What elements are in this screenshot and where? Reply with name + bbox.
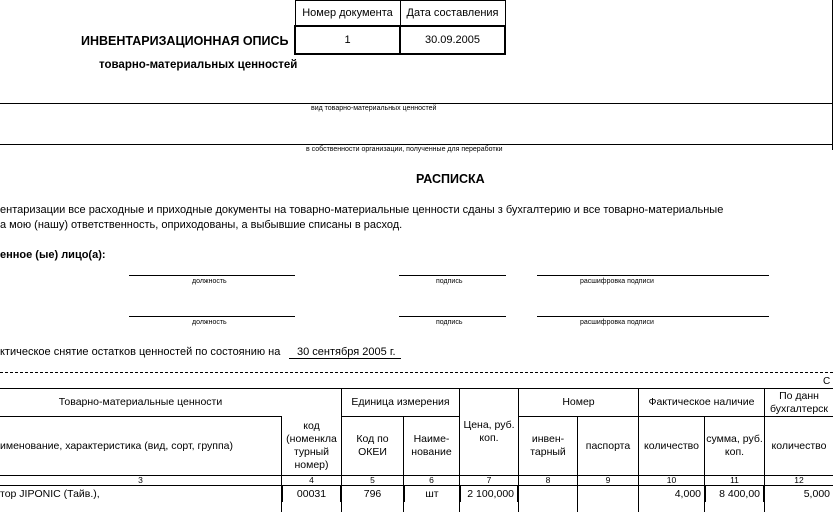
grp-number-header: Номер (562, 396, 595, 408)
colnum: 11 (730, 475, 739, 485)
sig1-position-line (129, 275, 295, 276)
row-qty2: 5,000 (803, 487, 830, 500)
page-title: ИНВЕНТАРИЗАЦИОННАЯ ОПИСЬ (81, 34, 289, 48)
unitname-header: Наиме-нование (411, 433, 452, 458)
qty2-header: количество (771, 439, 827, 452)
row-okei: 796 (363, 487, 382, 500)
row-name: тор JIPONIC (Тайв.), (0, 487, 100, 500)
col-number-header: Номер документа (295, 1, 400, 27)
receipt-title: РАСПИСКА (416, 172, 485, 186)
sig1-signature-caption: подпись (436, 278, 463, 285)
row-unit: шт (404, 486, 459, 502)
page-subtitle: товарно-материальных ценностей (99, 59, 298, 71)
sig2-decode-caption: расшифровка подписи (580, 319, 654, 326)
name-header: именование, характеристика (вид, сорт, группа) (0, 439, 234, 452)
tail-c: С (823, 376, 831, 387)
row-qty: 4,000 (674, 487, 701, 500)
colnum: 5 (370, 475, 375, 485)
state-text: ктическое снятие остатков ценностей по состоянию на (0, 346, 281, 358)
colnum: 4 (309, 475, 314, 485)
inv-header: инвен-тарный (530, 433, 566, 458)
type-line (0, 103, 833, 104)
sum-header: сумма, руб. коп. (706, 433, 763, 458)
colnum: 3 (138, 475, 143, 485)
doc-number-value: 1 (295, 26, 400, 54)
grp-goods-header: Товарно-материальные ценности (58, 396, 223, 408)
state-date-underline (289, 358, 401, 359)
sig2-signature-line (399, 316, 506, 317)
sig1-decode-caption: расшифровка подписи (580, 278, 654, 285)
sig2-signature-caption: подпись (436, 319, 463, 326)
sig2-position-caption: должность (192, 319, 227, 326)
state-date: 30 сентября 2005 г. (297, 346, 396, 358)
caption-type: вид товарно-материальных ценностей (311, 105, 437, 112)
sig1-signature-line (399, 275, 506, 276)
grp-ledger-header: По данн бухгалтерск (769, 389, 829, 415)
price-header: Цена, руб. коп. (463, 419, 515, 444)
colnum: 12 (794, 475, 804, 485)
row-sum: 8 400,00 (705, 486, 764, 502)
cut-line (0, 372, 833, 373)
colnum: 8 (545, 475, 551, 485)
grp-actual-header: Фактическое наличие (648, 396, 755, 408)
sig1-decode-line (537, 275, 769, 276)
colnum: 7 (486, 475, 492, 485)
sig2-decode-line (537, 316, 769, 317)
sig1-position-caption: должность (192, 278, 227, 285)
receipt-line-2: а мою (нашу) ответственность, оприходованы, а выбывшие списаны в расход. (0, 219, 403, 231)
colnum: 6 (429, 475, 434, 485)
passport-header: паспорта (585, 439, 631, 452)
colnum: 10 (666, 475, 677, 485)
col-date-header: Дата составления (400, 1, 505, 27)
doc-date-value: 30.09.2005 (400, 26, 505, 54)
okei-header: Код по ОКЕИ (356, 433, 389, 458)
sig2-position-line (129, 316, 295, 317)
document-number-table (294, 0, 506, 55)
ownership-line (0, 144, 833, 145)
responsible-label: енное (ые) лицо(а): (0, 249, 106, 261)
row-code: 00031 (282, 486, 341, 502)
code-header: код (номенкла турный номер) (286, 420, 337, 471)
colnum: 9 (605, 475, 611, 485)
qty-header: количество (644, 439, 699, 452)
receipt-line-1: ентаризации все расходные и приходные документы на товарно-материальные ценности сданы з бухгалтерию и все товарно-материальные (0, 204, 724, 216)
row-price: 2 100,000 (460, 486, 518, 502)
caption-ownership: в собственности организации, полученные для переработки (306, 146, 503, 153)
grp-unit-header: Единица измерения (351, 396, 450, 408)
